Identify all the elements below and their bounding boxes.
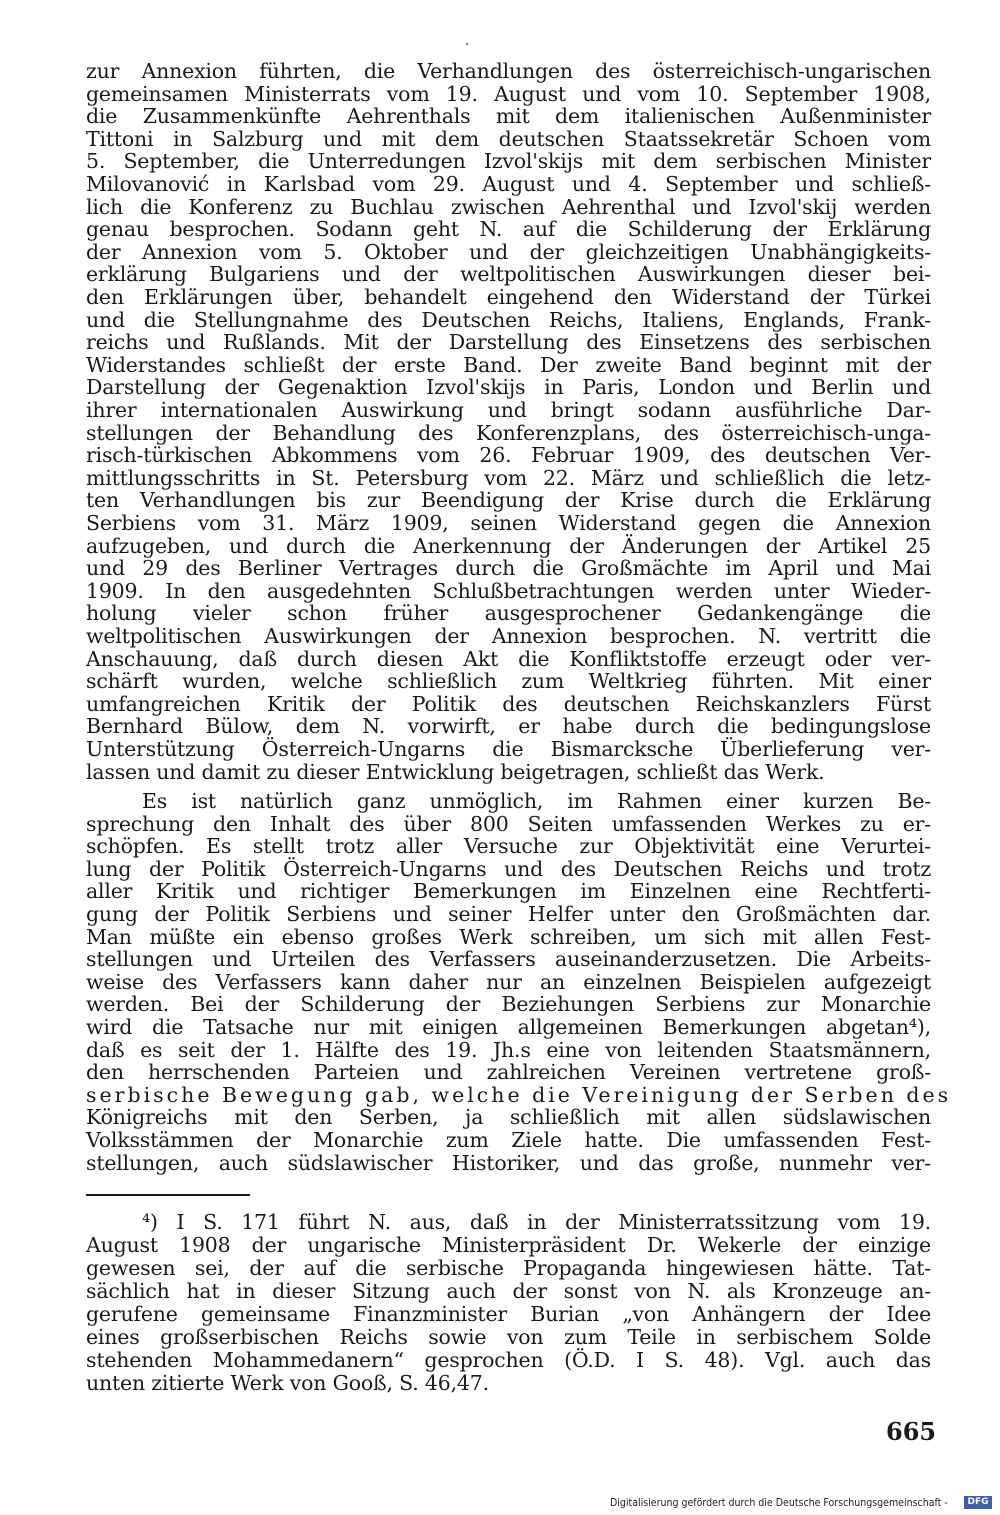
body-line: Milovanović in Karlsbad vom 29. August und 4. September und schließ- xyxy=(86,172,931,196)
body-line: lung der Politik Österreich-Ungarns und des Deutschen Reichs und trotz xyxy=(86,857,931,881)
body-line: genau besprochen. Sodann geht N. auf die Schilderung der Erklärung xyxy=(86,217,931,241)
footnote-line: August 1908 der ungarische Ministerpräsident Dr. Wekerle der einzige xyxy=(86,1233,931,1257)
body-line: lassen und damit zu dieser Entwicklung beigetragen, schließt das Werk. xyxy=(86,760,825,784)
body-line: Anschauung, daß durch diesen Akt die Konfliktstoffe erzeugt oder ver- xyxy=(86,647,931,671)
body-line: Unterstützung Österreich-Ungarns die Bismarcksche Überlieferung ver- xyxy=(86,737,931,761)
body-line: 5. September, die Unterredungen Izvol'skijs mit dem serbischen Minister xyxy=(86,149,931,173)
body-line: reichs und Rußlands. Mit der Darstellung des Einsetzens des serbischen xyxy=(86,330,931,354)
body-line: den Erklärungen über, behandelt eingehend den Widerstand der Türkei xyxy=(86,285,931,309)
body-line: und die Stellungnahme des Deutschen Reichs, Italiens, Englands, Frank- xyxy=(86,308,931,332)
body-line: stellungen der Behandlung des Konferenzplans, des österreichisch-unga- xyxy=(86,421,931,445)
body-line: mittlungsschritts in St. Petersburg vom 22. März und schließlich die letz- xyxy=(86,466,931,490)
body-line: ihrer internationalen Auswirkung und bringt sodann ausführliche Dar- xyxy=(86,398,931,422)
page-number: 665 xyxy=(886,1417,937,1446)
body-line: Widerstandes schließt der erste Band. Der zweite Band beginnt mit der xyxy=(86,353,931,377)
body-line: daß es seit der 1. Hälfte des 19. Jh.s eine von leitenden Staatsmännern, xyxy=(86,1038,931,1062)
footnote-line: gewesen sei, der auf die serbische Propaganda hingewiesen hätte. Tat- xyxy=(86,1256,931,1280)
body-line: weltpolitischen Auswirkungen der Annexion besprochen. N. vertritt die xyxy=(86,624,931,648)
dfg-logo: DFG xyxy=(964,1496,992,1509)
body-line: schöpfen. Es stellt trotz aller Versuche zur Objektivität eine Verurtei- xyxy=(86,834,931,858)
body-line: aller Kritik und richtiger Bemerkungen im Einzelnen eine Rechtferti- xyxy=(86,879,931,903)
footnote-line: unten zitierte Werk von Gooß, S. 46,47. xyxy=(86,1371,489,1395)
footnote-divider xyxy=(86,1194,250,1196)
body-line: wird die Tatsache nur mit einigen allgemeinen Bemerkungen abgetan⁴), xyxy=(86,1015,931,1039)
body-line: ten Verhandlungen bis zur Beendigung der Krise durch die Erklärung xyxy=(86,488,931,512)
body-line: weise des Verfassers kann daher nur an einzelnen Beispielen aufgezeigt xyxy=(86,970,931,994)
body-line: serbische Bewegung gab, welche die Vereinigung der Serben des xyxy=(86,1083,952,1107)
body-line: der Annexion vom 5. Oktober und der gleichzeitigen Unabhängigkeits- xyxy=(86,240,931,264)
body-line: die Zusammenkünfte Aehrenthals mit dem italienischen Außenminister xyxy=(86,104,931,128)
body-line: schärft wurden, welche schließlich zum Weltkrieg führten. Mit einer xyxy=(86,669,931,693)
body-line: lich die Konferenz zu Buchlau zwischen Aehrenthal und Izvol'skij werden xyxy=(86,195,931,219)
body-line: Serbiens vom 31. März 1909, seinen Widerstand gegen die Annexion xyxy=(86,511,931,535)
footnote-line: sächlich hat in dieser Sitzung auch der sonst von N. als Kronzeuge an- xyxy=(86,1279,931,1303)
body-line: zur Annexion führten, die Verhandlungen des österreichisch-ungarischen xyxy=(86,59,931,83)
body-line: aufzugeben, und durch die Anerkennung der Änderungen der Artikel 25 xyxy=(86,534,931,558)
body-line: den herrschenden Parteien und zahlreichen Vereinen vertretene groß- xyxy=(86,1060,931,1084)
body-line: umfangreichen Kritik der Politik des deutschen Reichskanzlers Fürst xyxy=(86,692,931,716)
body-line: risch-türkischen Abkommens vom 26. Februar 1909, des deutschen Ver- xyxy=(86,443,931,467)
body-line: und 29 des Berliner Vertrages durch die Großmächte im April und Mai xyxy=(86,556,931,580)
body-line: Königreichs mit den Serben, ja schließlich mit allen südslawischen xyxy=(86,1105,931,1129)
digitization-credit: Digitalisierung gefördert durch die Deutsche Forschungsgemeinschaft - xyxy=(610,1497,948,1509)
body-line: Darstellung der Gegenaktion Izvol'skijs in Paris, London und Berlin und xyxy=(86,375,931,399)
body-line: Man müßte ein ebenso großes Werk schreiben, um sich mit allen Fest- xyxy=(86,925,931,949)
body-line: Tittoni in Salzburg und mit dem deutschen Staatssekretär Schoen vom xyxy=(86,127,931,151)
footnote-line: eines großserbischen Reichs sowie von zum Teile in serbischem Solde xyxy=(86,1325,931,1349)
body-line: holung vieler schon früher ausgesprochener Gedankengänge die xyxy=(86,601,931,625)
footnote-line: gerufene gemeinsame Finanzminister Burian „von Anhängern der Idee xyxy=(86,1302,931,1326)
body-line: erklärung Bulgariens und der weltpolitischen Auswirkungen dieser bei- xyxy=(86,262,931,286)
body-line: sprechung den Inhalt des über 800 Seiten umfassenden Werkes zu er- xyxy=(86,812,931,836)
body-line: werden. Bei der Schilderung der Beziehungen Serbiens zur Monarchie xyxy=(86,992,931,1016)
body-line: gung der Politik Serbiens und seiner Helfer unter den Großmächten dar. xyxy=(86,902,931,926)
footnote-line: stehenden Mohammedanern“ gesprochen (Ö.D. I S. 48). Vgl. auch das xyxy=(86,1348,931,1372)
body-line: 1909. In den ausgedehnten Schlußbetrachtungen werden unter Wieder- xyxy=(86,579,931,603)
body-line: Bernhard Bülow, dem N. vorwirft, er habe durch die bedingungslose xyxy=(86,714,931,738)
body-line: gemeinsamen Ministerrats vom 19. August und vom 10. September 1908, xyxy=(86,82,931,106)
footnote-line: ⁴) I S. 171 führt N. aus, daß in der Ministerratssitzung vom 19. xyxy=(142,1210,931,1234)
body-line: stellungen und Urteilen des Verfassers auseinanderzusetzen. Die Arbeits- xyxy=(86,947,931,971)
body-line: Es ist natürlich ganz unmöglich, im Rahmen einer kurzen Be- xyxy=(142,789,931,813)
scan-speck xyxy=(466,43,468,45)
body-line: Volksstämmen der Monarchie zum Ziele hatte. Die umfassenden Fest- xyxy=(86,1128,931,1152)
body-line: stellungen, auch südslawischer Historiker, und das große, nunmehr ver- xyxy=(86,1151,931,1175)
